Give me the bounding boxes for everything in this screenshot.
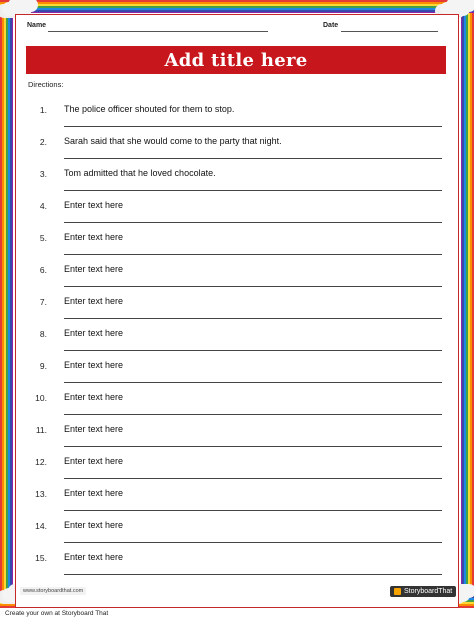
answer-line[interactable]	[64, 254, 442, 255]
sentence-text[interactable]: Enter text here	[64, 488, 124, 498]
sentence-text[interactable]: The police officer shouted for them to stop.	[64, 104, 235, 114]
answer-line[interactable]	[64, 222, 442, 223]
item-number: 6.	[39, 265, 47, 275]
list-item	[0, 549, 474, 581]
sentence-text[interactable]: Tom admitted that he loved chocolate.	[64, 168, 216, 178]
logo-text: StoryboardThat	[404, 588, 453, 595]
sentence-text[interactable]: Enter text here	[64, 200, 124, 210]
answer-line[interactable]	[64, 510, 442, 511]
sentence-text[interactable]: Enter text here	[64, 392, 124, 402]
item-number: 2.	[39, 137, 47, 147]
rainbow-border-top	[0, 0, 474, 13]
sentence-text[interactable]: Enter text here	[64, 424, 124, 434]
answer-line[interactable]	[64, 446, 442, 447]
answer-line[interactable]	[64, 286, 442, 287]
item-number: 7.	[39, 297, 47, 307]
list-item	[0, 197, 474, 229]
sentence-text[interactable]: Enter text here	[64, 360, 124, 370]
sentence-text[interactable]: Enter text here	[64, 456, 124, 466]
footer-credit: Create your own at Storyboard That	[5, 610, 109, 617]
sentence-text[interactable]: Enter text here	[64, 232, 124, 242]
list-item	[0, 389, 474, 421]
list-item	[0, 357, 474, 389]
item-number: 13.	[35, 489, 47, 499]
sentence-text[interactable]: Enter text here	[64, 520, 124, 530]
item-number: 10.	[35, 393, 47, 403]
list-item	[0, 517, 474, 549]
name-field[interactable]	[48, 31, 268, 32]
answer-line[interactable]	[64, 126, 442, 127]
item-number: 1.	[39, 105, 47, 115]
list-item	[0, 261, 474, 293]
item-number: 14.	[35, 521, 47, 531]
answer-line[interactable]	[64, 350, 442, 351]
directions-label: Directions:	[28, 80, 64, 89]
title-banner	[26, 46, 446, 74]
item-number: 5.	[39, 233, 47, 243]
item-number: 11.	[35, 425, 47, 435]
list-item	[0, 229, 474, 261]
list-item	[0, 453, 474, 485]
answer-line[interactable]	[64, 478, 442, 479]
sentence-text[interactable]: Enter text here	[64, 264, 124, 274]
list-item	[0, 421, 474, 453]
item-number: 3.	[39, 169, 47, 179]
answer-line[interactable]	[64, 542, 442, 543]
item-number: 15.	[35, 553, 47, 563]
page-title[interactable]: Add title here	[164, 49, 308, 71]
watermark-url: www.storyboardthat.com	[20, 587, 86, 595]
answer-line[interactable]	[64, 574, 442, 575]
sentence-text[interactable]: Enter text here	[64, 552, 124, 562]
item-number: 4.	[39, 201, 47, 211]
sentence-text[interactable]: Enter text here	[64, 328, 124, 338]
answer-line[interactable]	[64, 382, 442, 383]
name-label: Name	[27, 22, 47, 29]
sentence-text[interactable]: Sarah said that she would come to the party that night.	[64, 136, 282, 146]
item-number: 9.	[39, 361, 47, 371]
answer-line[interactable]	[64, 414, 442, 415]
list-item	[0, 325, 474, 357]
list-item	[0, 133, 474, 165]
list-item	[0, 293, 474, 325]
date-field[interactable]	[341, 31, 438, 32]
answer-line[interactable]	[64, 190, 442, 191]
answer-line[interactable]	[64, 158, 442, 159]
sentence-text[interactable]: Enter text here	[64, 296, 124, 306]
storyboardthat-logo	[390, 586, 456, 597]
list-item	[0, 165, 474, 197]
list-item	[0, 485, 474, 517]
list-item	[0, 101, 474, 133]
item-number: 12.	[35, 457, 47, 467]
date-label: Date	[323, 22, 339, 29]
logo-icon	[394, 588, 401, 595]
item-number: 8.	[39, 329, 47, 339]
answer-line[interactable]	[64, 318, 442, 319]
